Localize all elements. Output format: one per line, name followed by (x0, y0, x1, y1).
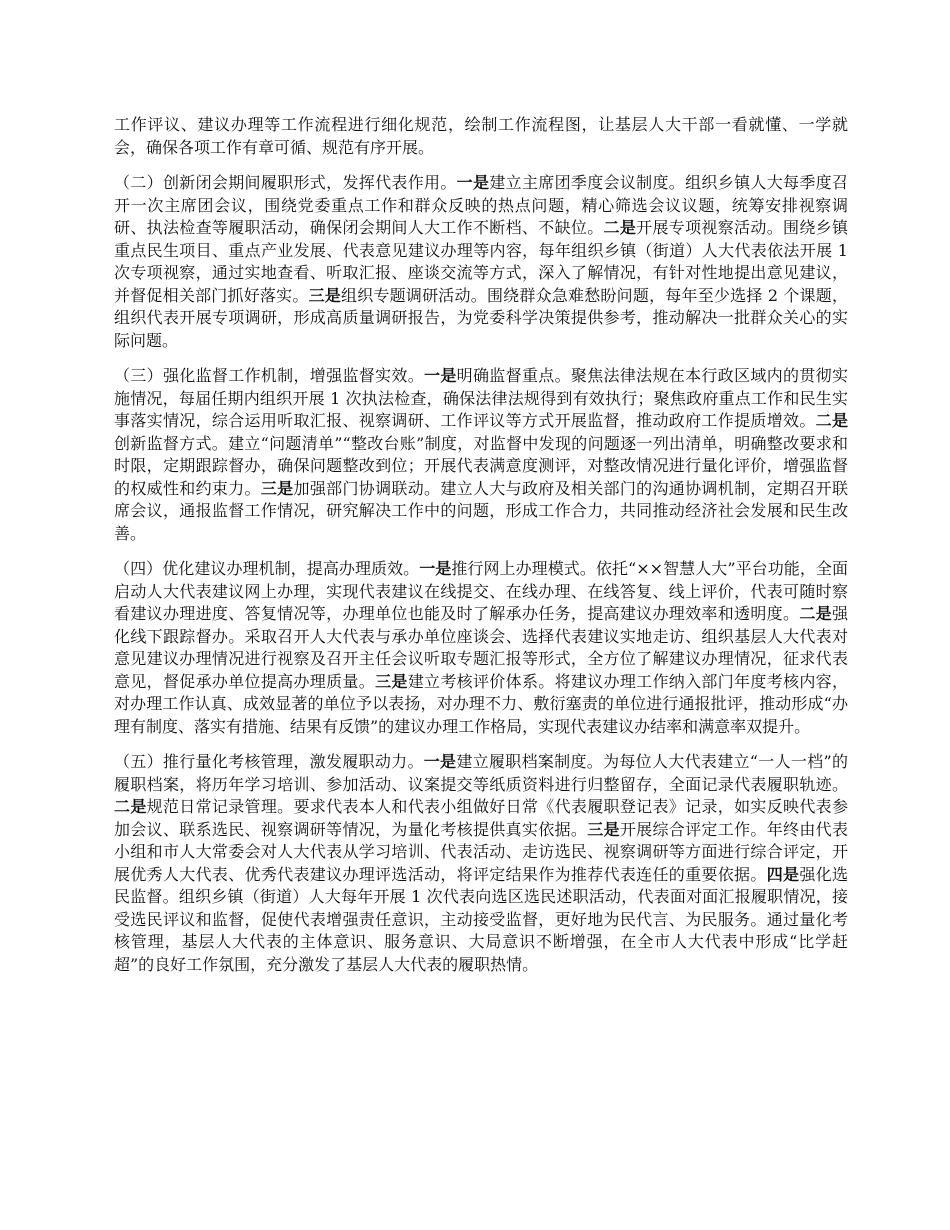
paragraph-text: 推行网上办理模式。依托“××智慧人大”平台功能，全面启动人大代表建议网上办理，实现代表建议在线提交、在线办理、在线答复、线上评价，代表可随时察看建议办理进度、答复情况等，办理单位也能及时了解承办任务，提高建议办理效率和透明度。 (114, 559, 848, 623)
paragraph-text: 规范日常记录管理。要求代表本人和代表小组做好日常《代表履职登记表》记录，如实反映代表参加会议、联系选民、视察调研等情况，为量化考核提供真实依据。 (114, 797, 848, 839)
paragraph-text: （三）强化监督工作机制，增强监督实效。 (114, 366, 425, 385)
emphasis-ordinal: 一是 (456, 173, 490, 192)
paragraph-5 (114, 751, 848, 976)
emphasis-ordinal: 三是 (587, 819, 620, 839)
paragraph-text: 建立主席团季度会议制度。组织乡镇人大每季度召开一次主席团会议，围绕党委重点工作和群众反映的热点问题，精心筛选会议议题，统筹安排视察调研、执法检查等履职活动，确保闭会期间人大工作不断档、不缺位。 (114, 173, 848, 237)
paragraph-text: （四）优化建议办理机制，提高办理质效。 (114, 559, 420, 578)
document-page (114, 114, 848, 989)
paragraph-text: 开展专项视察活动。围绕乡镇重点民生项目、重点产业发展、代表意见建议办理等内容，每年组织乡镇（街道）人大代表依法开展 1 次专项视察，通过实地查看、听取汇报、座谈交流等方式，深入了解情况，有针对性地提出意见建议，并督促相关部门抓好落实。 (114, 218, 848, 305)
paragraph-4 (114, 558, 848, 738)
emphasis-ordinal: 二是 (799, 604, 832, 623)
emphasis-ordinal: 一是 (423, 752, 457, 771)
emphasis-ordinal: 三是 (375, 671, 408, 691)
paragraph-3 (114, 365, 848, 545)
paragraph-text: （二）创新闭会期间履职形式，发挥代表作用。 (114, 173, 457, 192)
emphasis-ordinal: 三是 (308, 285, 342, 305)
paragraph-text: 加强部门协调联动。建立人大与政府及相关部门的沟通协调机制，定期召开联席会议，通报监督工作情况，研究解决工作中的问题，形成工作合力，共同推动经济社会发展和民生改善。 (114, 478, 848, 543)
emphasis-ordinal: 二是 (815, 411, 848, 430)
paragraph-text: 建立考核评价体系。将建议办理工作纳入部门年度考核内容，对办理工作认真、成效显著的单位予以表扬，对办理不力、敷衍塞责的单位进行通报批评，推动形成“办理有制度、落实有措施、结果有反馈”的建议办理工作格局，实现代表建议办结率和满意率双提升。 (114, 671, 848, 736)
emphasis-ordinal: 一是 (419, 559, 452, 578)
paragraph-text: （五）推行量化考核管理，激发履职动力。 (114, 752, 424, 771)
paragraph-text: 创新监督方式。建立“问题清单”“整改台账”制度，对监督中发现的问题逐一列出清单，明确整改要求和时限，定期跟踪督办，确保问题整改到位；开展代表满意度测评，对整改情况进行量化评价，增强监督的权威性和约束力。 (114, 433, 848, 498)
emphasis-ordinal: 三是 (260, 478, 294, 498)
paragraph-text: 建立履职档案制度。为每位人大代表建立“一人一档”的履职档案，将历年学习培训、参加活动、议案提交等纸质资料进行归整留存，全面记录代表履职轨迹。 (114, 752, 848, 794)
emphasis-ordinal: 一是 (424, 366, 457, 385)
paragraph-2 (114, 172, 848, 352)
paragraph-text: 组织专题调研活动。围绕群众急难愁盼问题，每年至少选择 2 个课题，组织代表开展专项调研，形成高质量调研报告，为党委科学决策提供参考，推动解决一批群众关心的实际问题。 (114, 285, 848, 350)
paragraph-text: 明确监督重点。聚焦法律法规在本行政区域内的贯彻实施情况，每届任期内组织开展 1 次执法检查，确保法律法规得到有效执行；聚焦政府重点工作和民生实事落实情况，综合运用听取汇报、视察调研、工作评议等方式开展监督，推动政府工作提质增效。 (114, 366, 848, 430)
paragraph-text: 工作评议、建议办理等工作流程进行细化规范，绘制工作流程图，让基层人大干部一看就懂、一学就会，确保各项工作有章可循、规范有序开展。 (114, 115, 848, 157)
emphasis-ordinal: 二是 (603, 218, 637, 237)
paragraph-1 (114, 114, 848, 159)
paragraph-text: 强化线下跟踪督办。采取召开人大代表与承办单位座谈会、选择代表建议实地走访、组织基层人大代表对意见建议办理情况进行视察及召开主任会议听取专题汇报等形式，全方位了解建议办理情况，征求代表意见，督促承办单位提高办理质量。 (114, 604, 848, 691)
emphasis-ordinal: 二是 (114, 797, 147, 816)
paragraph-text: 开展综合评定工作。年终由代表小组和市人大常委会对人大代表从学习培训、代表活动、走访选民、视察调研等方面进行综合评定，开展优秀人大代表、优秀代表建议办理评选活动，将评定结果作为推荐代表连任的重要依据。 (114, 819, 848, 884)
emphasis-ordinal: 四是 (766, 864, 800, 884)
paragraph-text: 强化选民监督。组织乡镇（街道）人大每年开展 1 次代表向选区选民述职活动，代表面对面汇报履职情况，接受选民评议和监督，促使代表增强责任意识，主动接受监督，更好地为民代言、为民服务。通过量化考核管理，基层人大代表的主体意识、服务意识、大局意识不断增强，在全市人大代表中形成“比学赶超”的良好工作氛围，充分激发了基层人大代表的履职热情。 (114, 864, 848, 974)
